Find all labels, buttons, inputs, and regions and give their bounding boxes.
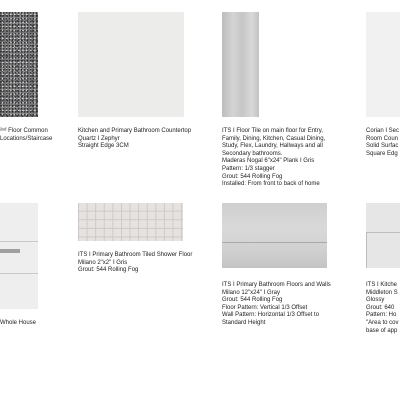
whole-house-swatch	[0, 203, 38, 309]
caption-line: Quartz I Zephyr	[78, 135, 120, 142]
bath-floors-walls-caption	[222, 282, 331, 328]
caption-line: Installed: From front to back of home	[222, 181, 320, 188]
caption-line: Square Edg	[366, 150, 398, 157]
floor-common-caption	[0, 128, 52, 143]
corian-caption	[366, 128, 399, 158]
middleton-swatch	[366, 203, 400, 268]
caption-line: Standard Height	[222, 319, 266, 326]
whole-house-caption	[0, 320, 36, 328]
caption-line: Maderas Nogal 6"x24" Plank I Gris	[222, 158, 315, 165]
caption-line: Corian I Sec	[366, 128, 400, 134]
caption-line: Straight Edge 3CM	[78, 143, 129, 150]
kitchen-countertop-caption	[78, 128, 191, 151]
corian-swatch	[366, 12, 400, 117]
caption-line: base of app	[366, 327, 398, 334]
mosaic-swatch	[78, 203, 183, 241]
cabinet-handle	[0, 249, 20, 253]
caption-line: Pattern: 1/3 stagger	[222, 165, 275, 172]
tile-seam	[222, 242, 327, 243]
caption-line: Pattern: Ho	[366, 312, 397, 319]
caption-line: ITS I Kitche	[366, 282, 398, 288]
caption-line: Milano 12"x24" I Gray	[222, 289, 280, 296]
caption-line: ITS I Primary Bathroom Floors and Walls	[222, 282, 331, 288]
caption-line: ²ⁿᵈ Floor Common	[0, 128, 48, 134]
quartz-zephyr-swatch	[78, 12, 184, 117]
caption-line: Grout: 544 Rolling Fog	[222, 173, 283, 180]
plank-tile-swatch	[222, 12, 259, 117]
caption-line: Grout: 544 Rolling Fog	[78, 267, 139, 274]
tile-seam	[366, 232, 400, 233]
caption-line: Study, Flex, Laundry, Hallways and all	[222, 143, 323, 150]
tile-seam	[0, 241, 38, 242]
caption-line: Milano 2"x2" I Gris	[78, 259, 128, 266]
caption-line: ITS I Floor Tile on main floor for Entry,	[222, 128, 323, 134]
caption-line: Floor Pattern: Vertical 1/3 Offset	[222, 304, 308, 311]
caption-line: Middleton S	[366, 289, 398, 296]
caption-line: Grout: 640	[366, 304, 395, 311]
caption-line: Grout: 544 Rolling Fog	[222, 297, 283, 304]
milano-gray-swatch	[222, 203, 327, 268]
caption-line: Kitchen and Primary Bathroom Countertop	[78, 128, 192, 134]
caption-line: Wall Pattern: Horizontal 1/3 Offset to	[222, 312, 320, 319]
tile-seam	[366, 232, 367, 268]
tile-seam	[0, 273, 38, 274]
caption-line: Secondary bathrooms.	[222, 150, 283, 157]
caption-line: ITS I Primary Bathroom Tiled Shower Floor	[78, 252, 193, 258]
shower-floor-caption	[78, 252, 192, 275]
caption-line: Whole House	[0, 320, 37, 326]
its-floor-tile-caption	[222, 128, 325, 189]
its-kitchen-caption	[366, 282, 398, 335]
caption-line: Glossy	[366, 297, 385, 304]
caption-line: Room Coun	[366, 135, 399, 142]
caption-line: "Area to cov	[366, 319, 399, 326]
caption-line: Family, Dining, Kitchen, Casual Dining,	[222, 135, 326, 142]
granite-swatch	[0, 12, 38, 117]
caption-line: Solid Surfac	[366, 143, 399, 150]
caption-line: Locations/Staircase	[0, 135, 53, 142]
